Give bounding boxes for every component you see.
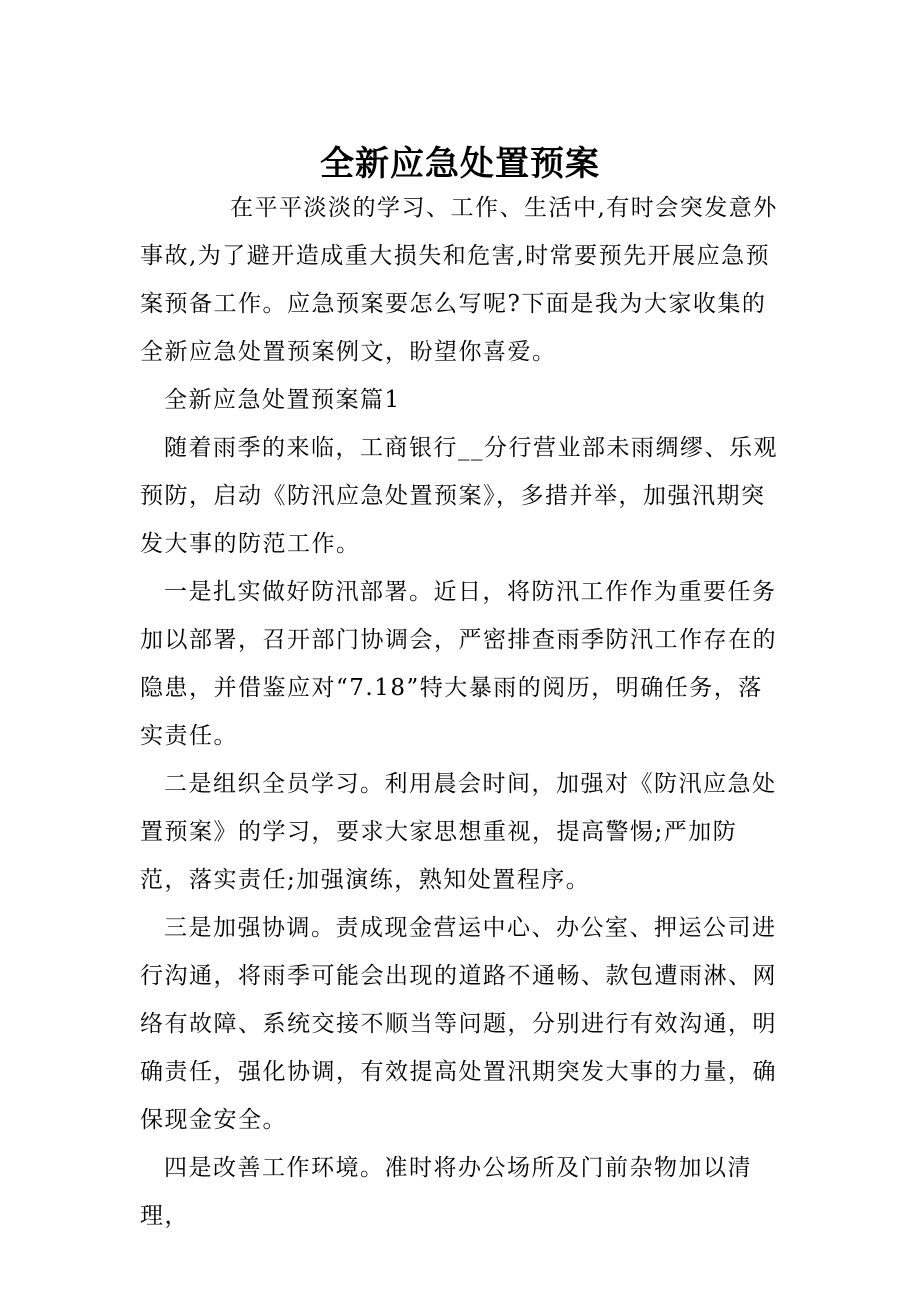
body-paragraph: 四是改善工作环境。准时将办公场所及门前杂物加以清理， bbox=[140, 1155, 752, 1229]
body-paragraph: 随着雨季的来临，工商银行__分行营业部未雨绸缪、乐观预防，启动《防汛应急处置预案》，多措并举，加强汛期突发大事的防范工作。 bbox=[140, 435, 778, 557]
intro-paragraph: 在平平淡淡的学习、工作、生活中,有时会突发意外事故,为了避开造成重大损失和危害,时常要预先开展应急预案预备工作。应急预案要怎么写呢?下面是我为大家收集的全新应急处置预案例文，盼望你喜爱。 bbox=[140, 195, 778, 365]
section-heading: 全新应急处置预案篇1 bbox=[164, 387, 401, 413]
document-title: 全新应急处置预案 bbox=[320, 143, 600, 184]
body-paragraph: 二是组织全员学习。利用晨会时间，加强对《防汛应急处置预案》的学习，要求大家思想重视，提高警惕;严加防范，落实责任;加强演练，熟知处置程序。 bbox=[140, 771, 777, 893]
body-paragraph: 三是加强协调。责成现金营运中心、办公室、押运公司进行沟通，将雨季可能会出现的道路不通畅、款包遭雨淋、网络有故障、系统交接不顺当等问题，分别进行有效沟通，明确责任，强化协调，有效提高处置汛期突发大事的力量，确保现金安全。 bbox=[140, 915, 777, 1133]
body-paragraph: 一是扎实做好防汛部署。近日，将防汛工作作为重要任务加以部署，召开部门协调会，严密排查雨季防汛工作存在的隐患，并借鉴应对“7.18”特大暴雨的阅历，明确任务，落实责任。 bbox=[140, 579, 777, 749]
